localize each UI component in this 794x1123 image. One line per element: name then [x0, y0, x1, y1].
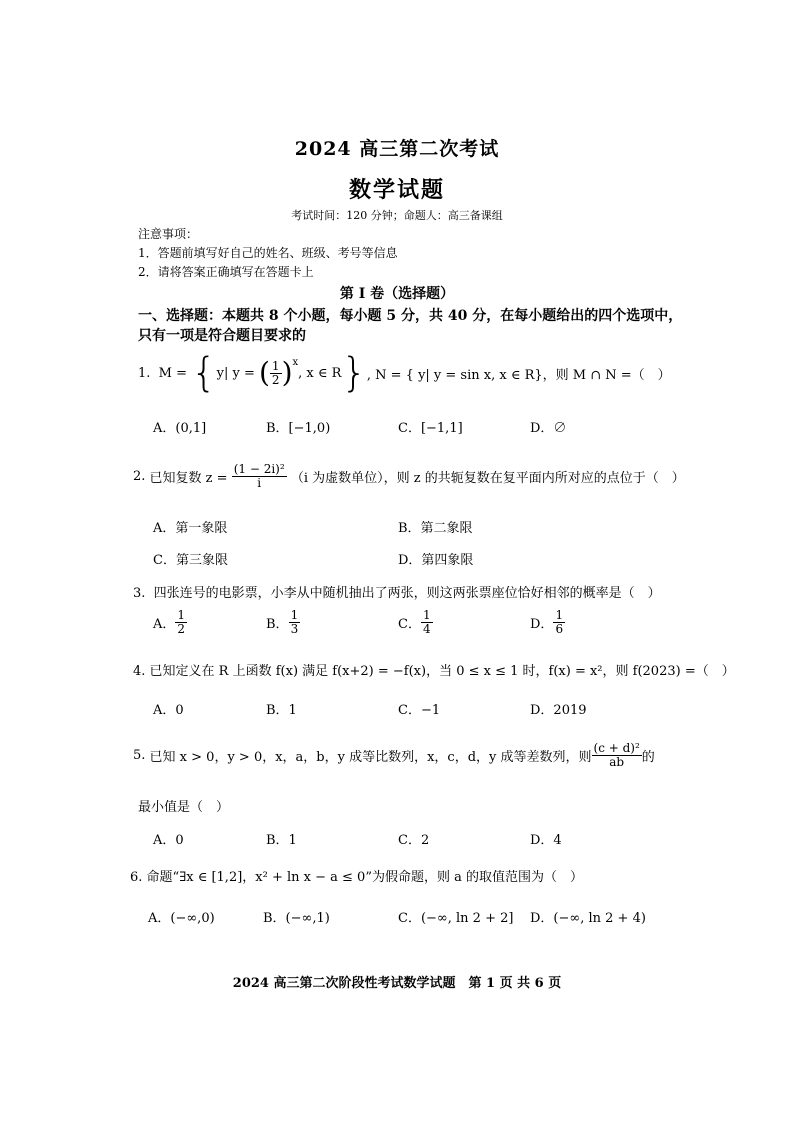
question-4	[133, 660, 735, 679]
question-stem-part: 已知复数 z =	[149, 470, 228, 486]
exam-subtitle: 数学试题	[348, 177, 445, 203]
question-number: 1.	[138, 365, 151, 381]
option: B． $\frac{1}{3}$	[266, 608, 299, 636]
question-stem-part: 的	[641, 749, 655, 765]
question-3	[133, 582, 661, 601]
part-title: 第 I 卷（选择题）	[339, 286, 455, 302]
question-6	[130, 866, 583, 885]
option: A．(−∞,0)	[148, 911, 215, 926]
question-2	[133, 458, 685, 494]
question-number: 6.	[130, 870, 143, 885]
option: D．∅	[530, 421, 567, 436]
option: A． $\frac{1}{2}$	[153, 608, 186, 636]
question-stem-part: 已知 x > 0，y > 0，x，a，b，y 成等比数列，x，c，d，y 成等差数列，则	[149, 749, 592, 765]
notice-item: 1．答题前填写好自己的姓名、班级、考号等信息	[138, 246, 398, 260]
option: B．[−1,0)	[266, 421, 331, 436]
option: C．2	[398, 833, 430, 848]
option: C． $\frac{1}{4}$	[398, 608, 431, 636]
option: B．(−∞,1)	[263, 911, 330, 926]
question-stem-part: M =	[158, 365, 188, 381]
question-5	[133, 736, 655, 774]
option: C．(−∞, ln 2 + 2]	[398, 911, 514, 926]
question-stem: 已知定义在 R 上函数 f(x) 满足 f(x+2) = −f(x)，当 0 ≤ x ≤ 1 时，f(x) = x²，则 f(2023) =（ ）	[149, 664, 735, 679]
option: D．(−∞, ln 2 + 4)	[530, 911, 646, 926]
right-brace: }	[341, 350, 367, 396]
question-number: 4.	[133, 664, 146, 679]
question-number: 5.	[133, 747, 146, 763]
option: D．4	[530, 833, 562, 848]
exam-title: 2024 高三第二次考试	[294, 138, 500, 160]
question-number: 2.	[133, 468, 146, 484]
question-stem-continuation: 最小值是（ ）	[138, 800, 230, 815]
question-stem: 四张连号的电影票，小李从中随机抽出了两张，则这两张票座位恰好相邻的概率是（ ）	[153, 586, 661, 601]
option: C．第三象限	[153, 553, 228, 568]
option: A．(0,1]	[153, 421, 207, 436]
notice-item: 2．请将答案正确填写在答题卡上	[138, 265, 314, 279]
option: B．第二象限	[398, 521, 473, 536]
question-1	[138, 351, 671, 395]
exponent: x	[292, 357, 299, 368]
option: A．0	[153, 703, 184, 718]
question-stem: 命题“∃x ∈ [1,2]，x² + ln x − a ≤ 0”为假命题，则 a 的取值范围为（ ）	[146, 870, 583, 885]
option: B．1	[266, 833, 297, 848]
question-stem-part: , N = { y| y = sin x, x ∈ R}，则 M ∩ N =（ ）	[366, 367, 671, 383]
fraction: $\frac{1}{2}$	[271, 358, 280, 387]
notice-heading: 注意事项：	[138, 227, 199, 241]
option: A．第一象限	[153, 521, 228, 536]
page-footer: 2024 高三第二次阶段性考试数学试题 第 1 页 共 6 页	[232, 976, 562, 991]
option: C．[−1,1]	[398, 421, 463, 436]
option: A．0	[153, 833, 184, 848]
left-brace: {	[191, 350, 217, 396]
question-stem-part: , x ∈ R	[298, 365, 342, 381]
exam-meta: 考试时间：120 分钟；命题人：高三备课组	[291, 209, 503, 222]
option: B．1	[266, 703, 297, 718]
section-intro-line1: 一、选择题：本题共 8 个小题，每小题 5 分，共 40 分，在每小题给出的四个选项中，	[138, 308, 683, 324]
option: D． $\frac{1}{6}$	[530, 608, 564, 636]
option: D．2019	[530, 703, 587, 718]
question-number: 3.	[133, 586, 146, 601]
option: D．第四象限	[398, 553, 474, 568]
section-intro-line2: 只有一项是符合题目要求的	[138, 328, 306, 344]
option: C．−1	[398, 703, 441, 718]
question-stem-part: （i 为虚数单位），则 z 的共轭复数在复平面内所对应的点位于（ ）	[290, 470, 685, 486]
right-paren: )	[281, 356, 293, 389]
question-stem-part: y| y =	[216, 365, 255, 381]
left-paren: (	[258, 356, 270, 389]
fraction: $\frac{\text{(c + d)²}}{ab}$	[593, 740, 640, 769]
fraction: $\frac{\text{(1 − 2i)²}}{i}$	[233, 461, 285, 490]
